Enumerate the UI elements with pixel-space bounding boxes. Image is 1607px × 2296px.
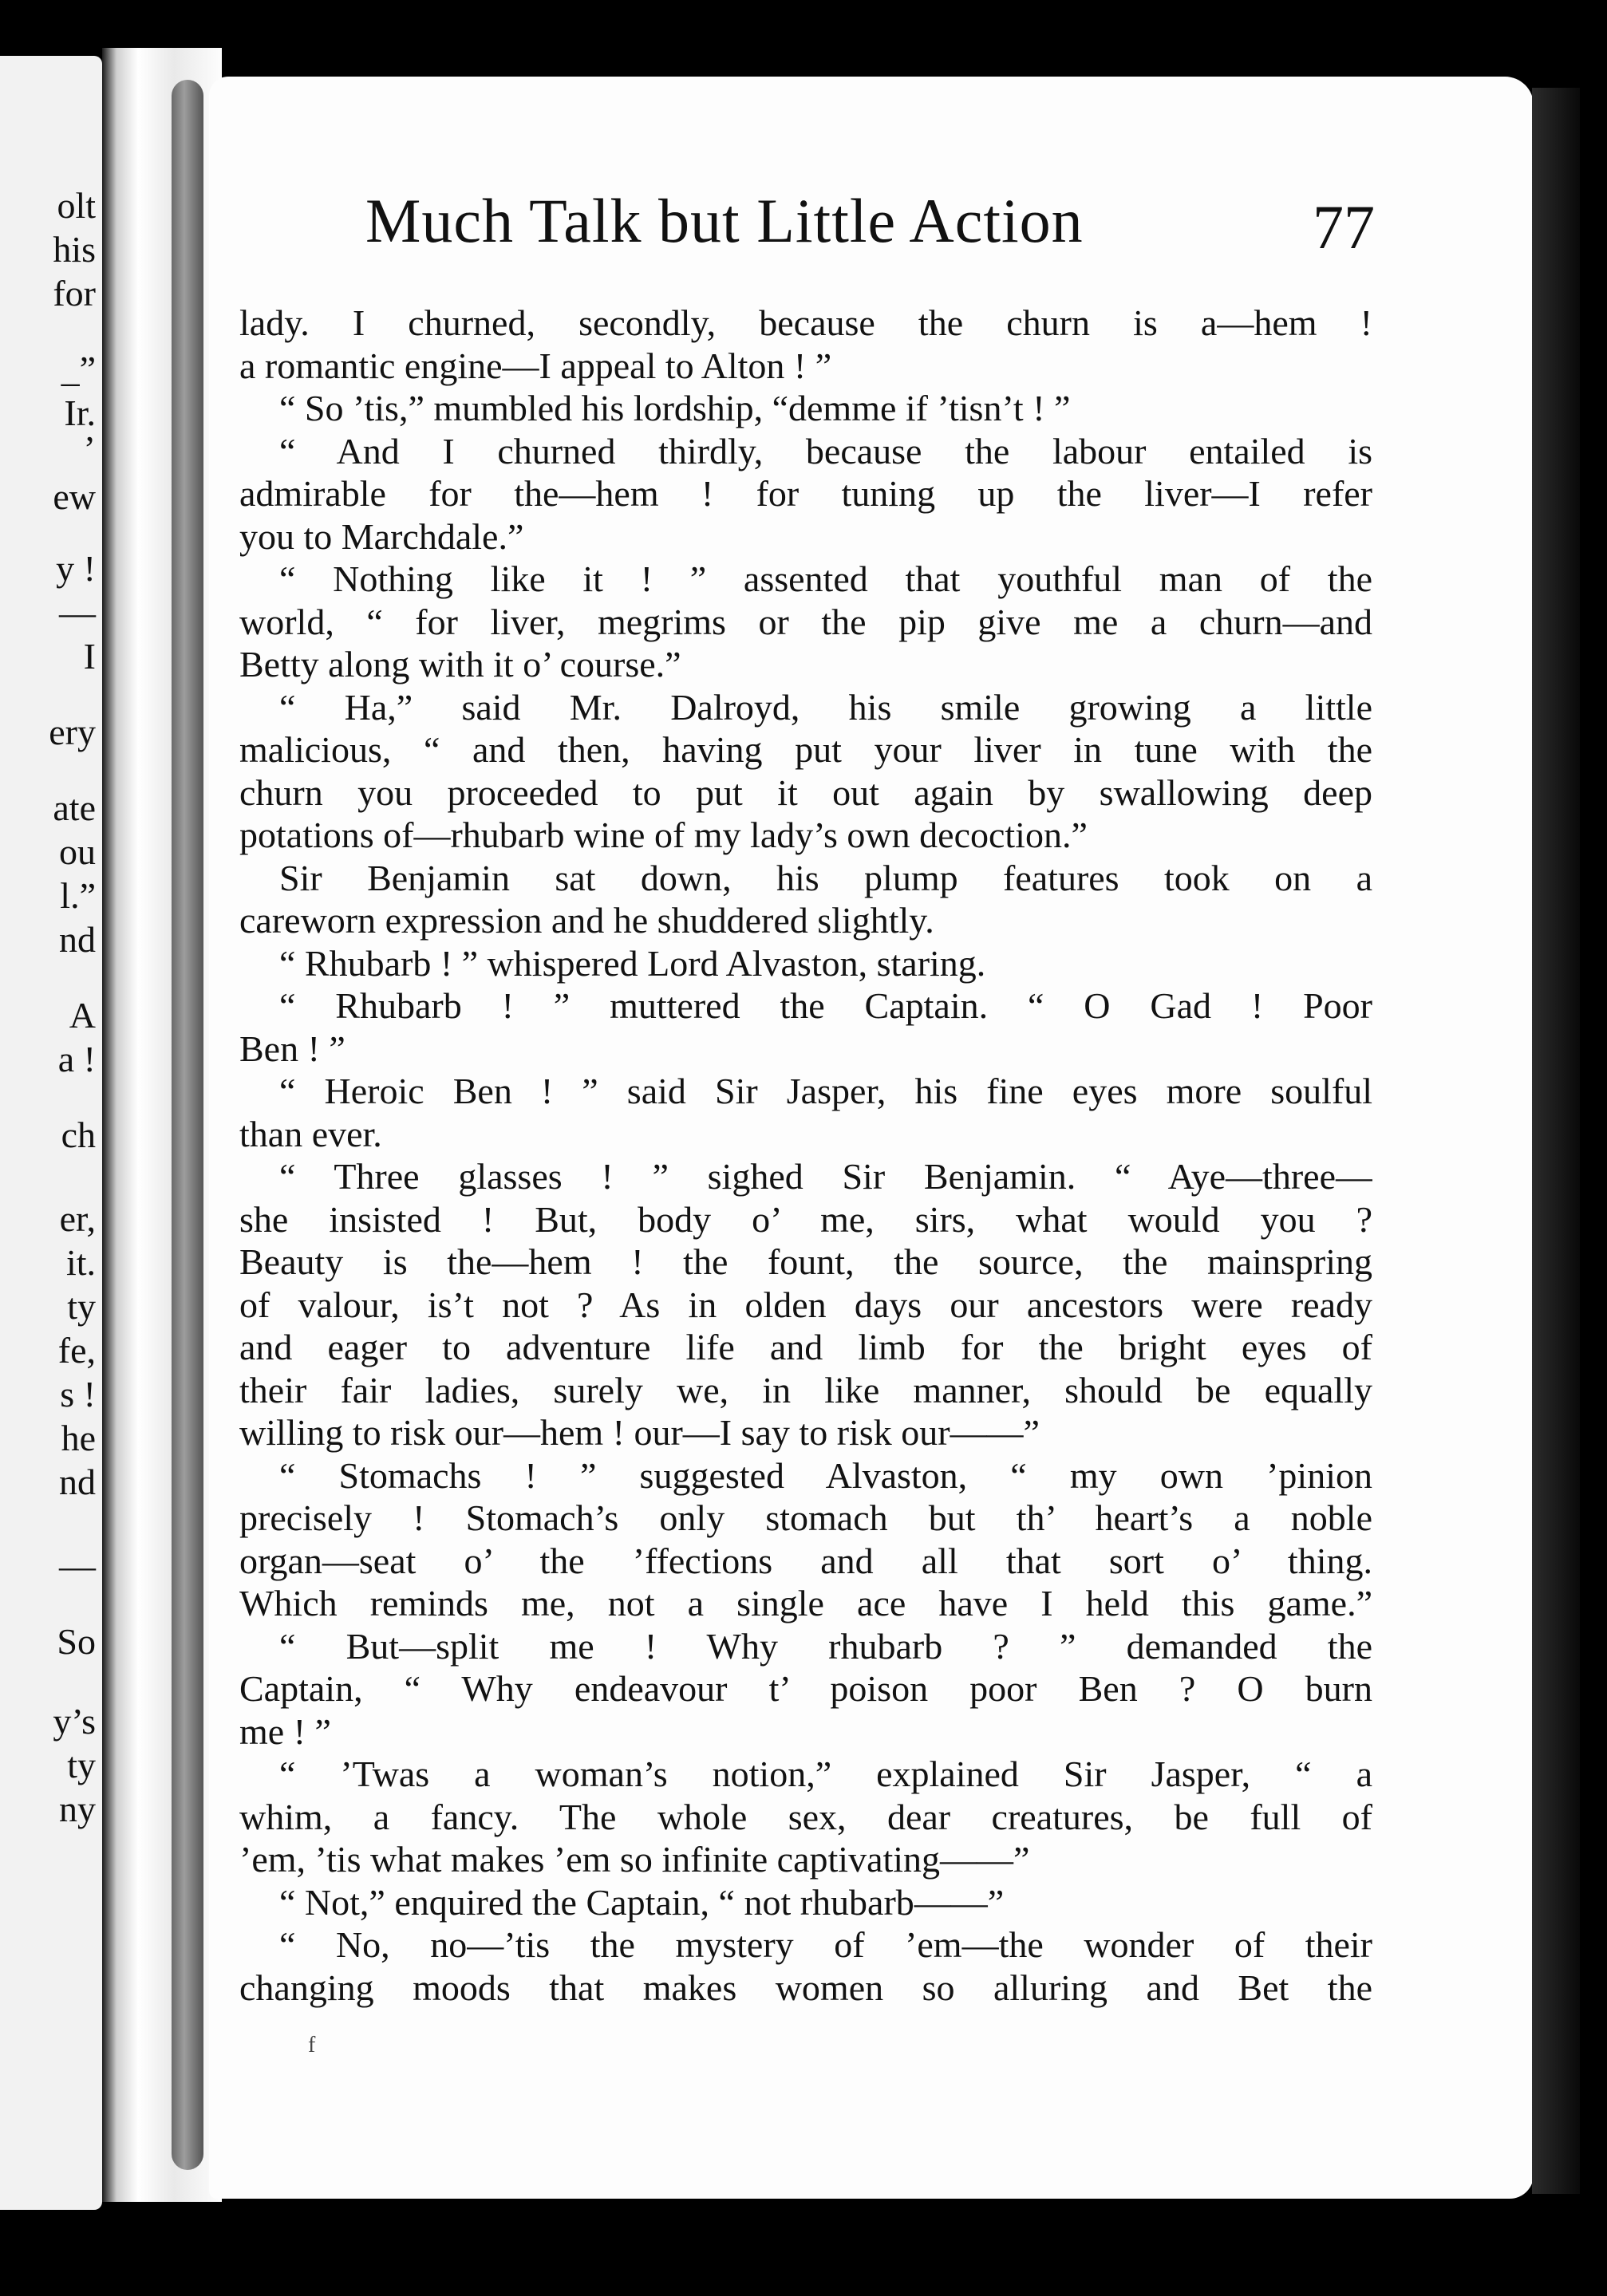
left-page-fragment: s ! [60,1374,96,1414]
text-line: “ Rhubarb ! ” muttered the Captain. “ O Gad ! Poor [279,985,1372,1026]
text-line: world, “ for liver, megrims or the pip give me a churn—and [239,601,1372,642]
text-line: me ! ” [239,1710,331,1752]
text-line: “ Not,” enquired the Captain, “ not rhubarb——” [279,1881,1005,1923]
left-page-fragment: A [69,995,96,1036]
left-page-fragment: y ! [56,548,96,589]
text-line: she insisted ! But, body o’ me, sirs, what would you ? [239,1198,1372,1240]
text-line: Which reminds me, not a single ace have I held this game.” [239,1583,1372,1623]
text-line: ’em, ’tis what makes ’em so infinite captivating——” [239,1839,1030,1880]
left-page-fragment: ou [59,831,96,872]
text-line: “ No, no—’tis the mystery of ’em—the wonder of their [279,1924,1372,1965]
left-page-fragment: a ! [57,1039,96,1079]
running-head: Much Talk but Little Action [365,186,1084,255]
text-line: a romantic engine—I appeal to Alton ! ” [239,345,832,386]
left-page-fragment: y’s [53,1701,96,1742]
text-line: than ever. [239,1113,382,1154]
left-page-fragment: for [53,273,96,314]
left-page-fragment: fe, [57,1330,96,1371]
text-line: precisely ! Stomach’s only stomach but th’ heart’s a noble [239,1497,1372,1538]
text-line: Sir Benjamin sat down, his plump features took on a [279,857,1372,898]
left-page-fragment: his [53,229,96,270]
left-page-fragment: ew [53,476,96,517]
left-page-fragment: ty [67,1286,96,1327]
left-page-fragment: — [59,1545,96,1586]
text-line: “ So ’tis,” mumbled his lordship, “demme if ’tisn’t ! ” [279,388,1071,428]
text-line: Ben ! ” [239,1028,345,1069]
signature-mark: f [308,2033,316,2057]
left-page-fragment: ny [59,1789,96,1829]
left-page-fragment: ty [67,1745,96,1785]
text-line: “ Three glasses ! ” sighed Sir Benjamin. “ Aye—three— [279,1156,1372,1197]
left-facing-page [0,56,102,2210]
page-number: 77 [1313,192,1375,262]
text-line: of valour, is’t not ? As in olden days our ancestors were ready [239,1284,1372,1325]
text-line: you to Marchdale.” [239,515,524,557]
text-line: “ And I churned thirdly, because the labour entailed is [279,430,1372,471]
book-gutter [102,48,222,2202]
spine-shadow [172,80,203,2170]
left-page-fragment: it. [65,1242,96,1283]
body-text [239,302,1372,2009]
left-page-fragment: — [59,592,96,633]
left-page-fragment: ’ [83,428,96,469]
text-line: “ Heroic Ben ! ” said Sir Jasper, his fine eyes more soulful [279,1071,1372,1111]
text-line: careworn expression and he shuddered slightly. [239,900,934,941]
text-line: “ Ha,” said Mr. Dalroyd, his smile growing a little [279,686,1372,728]
text-line: Betty along with it o’ course.” [239,644,681,684]
left-page-fragment: nd [59,1462,96,1502]
left-page-fragment: nd [59,919,96,960]
text-line: “ Nothing like it ! ” assented that youthful man of the [279,558,1372,599]
left-page-fragment: he [61,1418,96,1458]
left-page-fragment: ch [61,1114,96,1155]
left-page-fragment: ate [53,787,96,828]
text-line: willing to risk our—hem ! our—I say to risk our——” [239,1412,1040,1453]
text-line: and eager to adventure life and limb for the bright eyes of [239,1327,1372,1367]
text-line: Captain, “ Why endeavour t’ poison poor Ben ? O burn [239,1668,1372,1709]
left-page-fragment: l.” [60,875,96,916]
text-line: their fair ladies, surely we, in like manner, should be equally [239,1369,1372,1410]
left-page-fragment: olt [57,185,96,226]
text-line: malicious, “ and then, having put your liver in tune with the [239,729,1372,770]
page-edge-shadow [1532,88,1580,2194]
text-line: “ Rhubarb ! ” whispered Lord Alvaston, staring. [279,942,986,984]
page-header [365,185,1375,281]
text-line: Beauty is the—hem ! the fount, the source, the mainspring [239,1241,1372,1282]
text-line: “ ’Twas a woman’s notion,” explained Sir Jasper, “ a [279,1754,1372,1794]
text-line: whim, a fancy. The whole sex, dear creatures, be full of [239,1796,1372,1837]
left-page-fragment: Ir. [64,393,96,433]
text-line: “ But—split me ! Why rhubarb ? ” demanded the [279,1625,1372,1667]
text-line: churn you proceeded to put it out again by swallowing deep [239,771,1372,813]
text-line: changing moods that makes women so alluring and Bet the [239,1967,1372,2008]
text-line: lady. I churned, secondly, because the churn is a—hem ! [239,302,1372,343]
text-line: potations of—rhubarb wine of my lady’s own decoction.” [239,815,1088,855]
left-page-fragment: So [57,1621,96,1662]
text-line: “ Stomachs ! ” suggested Alvaston, “ my own ’pinion [279,1454,1372,1496]
left-page-fragment: _” [61,349,96,389]
left-page-fragment: I [83,636,96,677]
text-line: organ—seat o’ the ’ffections and all that sort o’ thing. [239,1540,1372,1581]
left-page-fragment: ery [49,712,96,752]
left-page-fragment: er, [59,1198,96,1239]
text-line: admirable for the—hem ! for tuning up the liver—I refer [239,473,1372,514]
